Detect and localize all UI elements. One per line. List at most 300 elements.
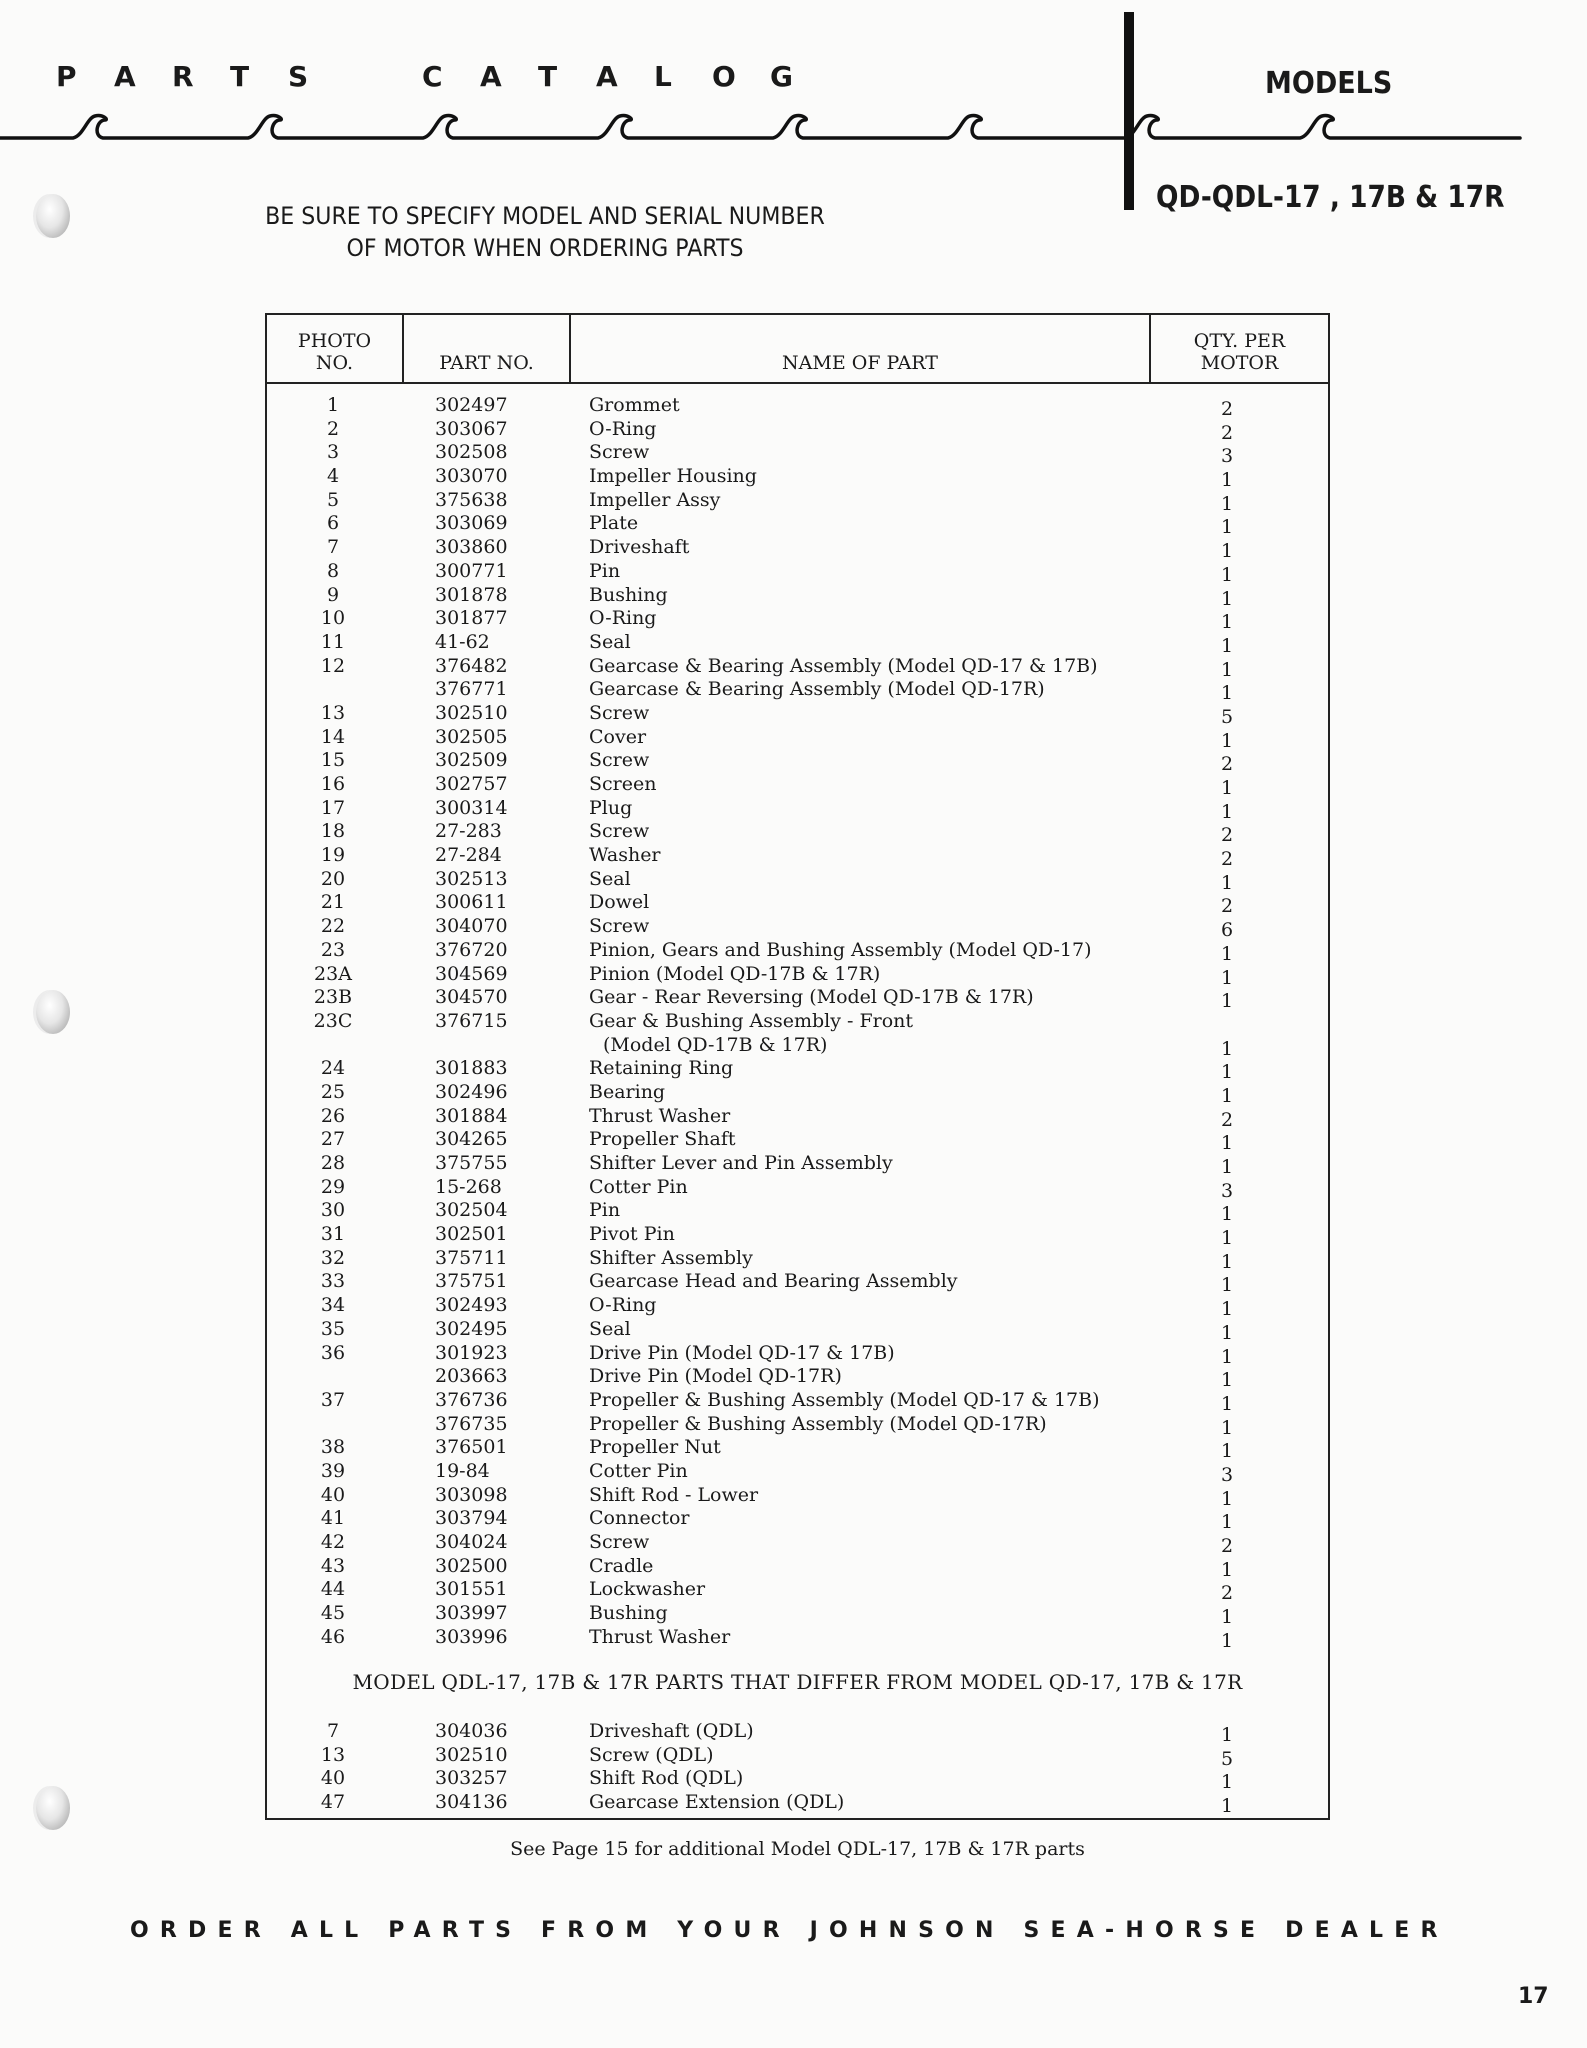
- part-no-cell: 301884: [435, 1104, 508, 1127]
- photo-no-cell: 7: [326, 536, 340, 559]
- photo-no-cell: 38: [320, 1436, 346, 1459]
- qty-cell: 3: [1220, 445, 1234, 468]
- table-row: [267, 1247, 1328, 1271]
- table-row: [267, 394, 1328, 418]
- table-row: [267, 1436, 1328, 1463]
- punch-hole-icon: [36, 990, 70, 1034]
- part-no-cell: 302508: [435, 441, 508, 464]
- part-no-cell: 376501: [435, 1436, 508, 1459]
- qty-cell: 1: [1220, 1321, 1234, 1344]
- photo-no-cell: 15: [320, 749, 346, 772]
- qty-cell: 1: [1220, 1203, 1234, 1226]
- part-name-cell: Lockwasher: [589, 1578, 706, 1601]
- part-no-cell: 302496: [435, 1080, 508, 1103]
- part-name-cell: Screw: [589, 820, 650, 843]
- qty-cell: 1: [1220, 800, 1234, 823]
- page-number: 17: [1518, 1984, 1549, 2009]
- qty-cell: 1: [1220, 1061, 1234, 1084]
- part-name-cell: Gearcase & Bearing Assembly (Model QD-17 & 17B): [589, 654, 1098, 677]
- part-name-cell: O-Ring: [589, 417, 657, 440]
- part-no-cell: 376736: [435, 1388, 508, 1411]
- photo-no-cell: 37: [320, 1388, 346, 1411]
- order-footer: ORDER ALL PARTS FROM YOUR JOHNSON SEA-HORSE DEALER: [130, 1918, 1449, 1943]
- punch-hole-icon: [36, 194, 70, 238]
- qty-cell: 1: [1220, 1369, 1234, 1392]
- qty-cell: 2: [1220, 421, 1234, 444]
- photo-no-cell: 16: [320, 773, 346, 795]
- title-letter: C: [422, 60, 443, 93]
- table-row: [267, 1176, 1328, 1200]
- part-name-cell: Plug: [589, 796, 633, 819]
- part-no-cell: 302509: [435, 749, 508, 772]
- part-no-cell: 303069: [435, 512, 508, 535]
- table-row: [267, 963, 1328, 987]
- part-no-cell: 302493: [435, 1294, 508, 1317]
- part-name-cell: Seal: [589, 1317, 631, 1340]
- part-no-cell: 304036: [435, 1720, 508, 1742]
- part-name-cell: Gearcase Head and Bearing Assembly: [589, 1270, 958, 1293]
- part-name-cell: (Model QD-17B & 17R): [603, 1033, 828, 1056]
- qty-cell: 1: [1220, 966, 1234, 989]
- qty-cell: 1: [1220, 1416, 1234, 1439]
- part-no-cell: 376735: [435, 1412, 508, 1435]
- part-no-cell: 300611: [435, 891, 508, 914]
- part-no-cell: 303860: [435, 536, 508, 559]
- photo-no-cell: 43: [320, 1554, 346, 1577]
- photo-no-cell: 29: [320, 1175, 346, 1198]
- table-row: [267, 489, 1328, 513]
- part-name-cell: Screw: [589, 749, 650, 772]
- table-row: [267, 678, 1328, 705]
- qty-cell: 1: [1220, 1440, 1234, 1463]
- part-name-cell: Gearcase Extension (QDL): [589, 1791, 845, 1814]
- part-name-cell: Thrust Washer: [589, 1625, 731, 1648]
- photo-no-cell: 5: [326, 488, 340, 511]
- part-no-cell: 303996: [435, 1625, 508, 1648]
- photo-no-cell: 22: [320, 915, 346, 938]
- part-name-cell: Drive Pin (Model QD-17 & 17B): [589, 1341, 895, 1364]
- part-no-cell: 302501: [435, 1223, 508, 1246]
- photo-no-cell: 13: [320, 701, 346, 724]
- photo-no-cell: 17: [320, 796, 346, 819]
- header-part-no-label: PART NO.: [439, 352, 534, 374]
- photo-no-cell: 20: [320, 867, 346, 890]
- table-row: [267, 1057, 1328, 1084]
- part-name-cell: Screw: [589, 441, 650, 464]
- table-row: [267, 1507, 1328, 1534]
- ordering-notice: [228, 200, 863, 264]
- title-letter: A: [596, 60, 618, 93]
- qty-cell: 1: [1220, 1250, 1234, 1273]
- part-no-cell: 376482: [435, 654, 508, 677]
- part-no-cell: 27-283: [435, 820, 502, 843]
- qty-cell: 1: [1220, 682, 1234, 705]
- header-qty-line1: QTY. PER: [1193, 330, 1286, 352]
- part-name-cell: Thrust Washer: [589, 1104, 731, 1127]
- photo-no-cell: 25: [320, 1080, 346, 1103]
- part-name-cell: Grommet: [589, 394, 680, 416]
- qty-cell: 1: [1220, 1227, 1234, 1250]
- part-name-cell: Gear & Bushing Assembly - Front: [589, 1009, 914, 1032]
- table-row: [267, 1081, 1328, 1105]
- title-letter: G: [770, 60, 793, 93]
- part-no-cell: 303070: [435, 465, 508, 488]
- part-no-cell: 302495: [435, 1317, 508, 1340]
- table-row: [267, 1531, 1328, 1555]
- photo-no-cell: 19: [320, 844, 346, 867]
- qty-cell: 5: [1220, 705, 1234, 728]
- see-page-note: See Page 15 for additional Model QDL-17, 17B & 17R parts: [510, 1838, 1085, 1860]
- part-name-cell: Driveshaft: [589, 536, 690, 559]
- photo-no-cell: 1: [326, 394, 340, 416]
- part-no-cell: 375755: [435, 1152, 508, 1174]
- photo-no-cell: 8: [326, 559, 340, 582]
- part-name-cell: Screw: [589, 701, 650, 724]
- qty-cell: 1: [1220, 1084, 1234, 1107]
- table-row: [267, 1791, 1328, 1818]
- part-name-cell: Drive Pin (Model QD-17R): [589, 1365, 842, 1388]
- wave-divider-icon: [0, 100, 1587, 150]
- part-name-cell: Screw (QDL): [589, 1743, 714, 1766]
- photo-no-cell: 4: [326, 465, 340, 488]
- part-no-cell: 304569: [435, 962, 508, 985]
- part-no-cell: 304570: [435, 986, 508, 1009]
- qty-cell: 2: [1220, 753, 1234, 776]
- photo-no-cell: 32: [320, 1246, 346, 1269]
- part-name-cell: Pin: [589, 559, 621, 582]
- part-no-cell: 19-84: [435, 1459, 490, 1482]
- qty-cell: 1: [1220, 1724, 1234, 1746]
- part-no-cell: 302757: [435, 773, 508, 795]
- table-row: [267, 726, 1328, 750]
- part-name-cell: Propeller & Bushing Assembly (Model QD-17R): [589, 1412, 1047, 1435]
- header-qty-per-motor: [1151, 315, 1328, 382]
- qty-cell: 1: [1220, 990, 1234, 1013]
- qty-cell: 5: [1220, 1747, 1234, 1770]
- part-name-cell: Pivot Pin: [589, 1223, 675, 1246]
- qty-cell: 1: [1220, 587, 1234, 610]
- qty-cell: 1: [1220, 1606, 1234, 1629]
- part-name-cell: Bearing: [589, 1080, 666, 1103]
- header-photo-no-line1: PHOTO: [297, 330, 372, 352]
- part-name-cell: Driveshaft (QDL): [589, 1720, 754, 1742]
- table-row: [267, 1626, 1328, 1650]
- table-row: [267, 560, 1328, 584]
- table-row: [267, 749, 1328, 776]
- photo-no-cell: 35: [320, 1317, 346, 1340]
- qty-cell: 3: [1220, 1463, 1234, 1486]
- table-row: [267, 1578, 1328, 1605]
- table-row: [267, 820, 1328, 847]
- part-name-cell: O-Ring: [589, 607, 657, 630]
- table-row: [267, 631, 1328, 655]
- header-part-no: [404, 315, 571, 382]
- part-no-cell: 301877: [435, 607, 508, 630]
- part-no-cell: 15-268: [435, 1175, 502, 1198]
- qty-cell: 1: [1220, 1345, 1234, 1368]
- part-name-cell: Propeller Shaft: [589, 1128, 736, 1151]
- table-row: [267, 1318, 1328, 1342]
- photo-no-cell: 45: [320, 1602, 346, 1625]
- header-vertical-bar: [1124, 12, 1134, 210]
- table-row: [267, 797, 1328, 821]
- part-name-cell: Cover: [589, 725, 647, 748]
- part-no-cell: 27-284: [435, 844, 502, 867]
- title-letter: O: [712, 60, 736, 93]
- photo-no-cell: 14: [320, 725, 346, 748]
- qty-cell: 1: [1220, 1558, 1234, 1581]
- part-no-cell: 302500: [435, 1554, 508, 1577]
- table-row: [267, 702, 1328, 726]
- qty-cell: 1: [1220, 611, 1234, 634]
- qty-cell: 1: [1220, 729, 1234, 752]
- photo-no-cell: 12: [320, 654, 346, 677]
- table-row: [267, 1105, 1328, 1129]
- table-row: [267, 655, 1328, 679]
- header-photo-no: [267, 315, 404, 382]
- part-no-cell: 304136: [435, 1791, 508, 1814]
- part-name-cell: Propeller & Bushing Assembly (Model QD-17 & 17B): [589, 1388, 1100, 1411]
- table-header: [267, 315, 1328, 384]
- table-row: [267, 939, 1328, 963]
- qty-cell: 1: [1220, 777, 1234, 799]
- table-row: [267, 1484, 1328, 1508]
- table-row: [267, 1744, 1328, 1768]
- photo-no-cell: 9: [326, 583, 340, 606]
- photo-no-cell: 31: [320, 1223, 346, 1246]
- table-row: [267, 986, 1328, 1013]
- part-name-cell: Dowel: [589, 891, 650, 914]
- qty-cell: 6: [1220, 919, 1234, 942]
- table-row: [267, 1294, 1328, 1321]
- qty-cell: 1: [1220, 1795, 1234, 1818]
- qty-cell: 1: [1220, 540, 1234, 563]
- header-qty-line2: MOTOR: [1200, 352, 1279, 374]
- part-no-cell: 303098: [435, 1483, 508, 1506]
- part-no-cell: 302510: [435, 701, 508, 724]
- qty-cell: 1: [1220, 516, 1234, 539]
- title-letter: A: [114, 60, 136, 93]
- part-name-cell: Gear - Rear Reversing (Model QD-17B & 17R): [589, 986, 1034, 1009]
- title-letter: R: [172, 60, 194, 93]
- table-row: [267, 607, 1328, 634]
- photo-no-cell: 3: [326, 441, 340, 464]
- title-letter: A: [480, 60, 502, 93]
- photo-no-cell: 23C: [313, 1009, 353, 1032]
- photo-no-cell: 2: [326, 417, 340, 440]
- title-letter: S: [288, 60, 309, 93]
- part-name-cell: Impeller Housing: [589, 465, 757, 488]
- photo-no-cell: 36: [320, 1341, 346, 1364]
- title-letter: T: [538, 60, 558, 93]
- photo-no-cell: 6: [326, 512, 340, 535]
- part-name-cell: Pinion (Model QD-17B & 17R): [589, 962, 881, 985]
- models-label: MODELS: [1265, 66, 1393, 101]
- part-name-cell: Screw: [589, 915, 650, 938]
- table-row: [267, 1413, 1328, 1437]
- table-row: [267, 1555, 1328, 1579]
- table-row: [267, 915, 1328, 942]
- qty-cell: 2: [1220, 1535, 1234, 1557]
- qty-cell: 2: [1220, 1582, 1234, 1605]
- photo-no-cell: 23A: [314, 962, 352, 985]
- photo-no-cell: 40: [320, 1767, 346, 1790]
- qty-cell: 2: [1220, 824, 1234, 847]
- qty-cell: 2: [1220, 398, 1234, 420]
- part-no-cell: 304265: [435, 1128, 508, 1151]
- table-row: [267, 1223, 1328, 1250]
- part-name-cell: Cotter Pin: [589, 1459, 688, 1482]
- part-no-cell: 375711: [435, 1246, 508, 1269]
- part-name-cell: Shift Rod (QDL): [589, 1767, 744, 1790]
- qty-cell: 1: [1220, 658, 1234, 681]
- part-name-cell: Shifter Assembly: [589, 1246, 753, 1269]
- part-no-cell: 376771: [435, 678, 508, 701]
- part-no-cell: 301551: [435, 1578, 508, 1601]
- catalog-title: [56, 60, 828, 93]
- notice-line-2: OF MOTOR WHEN ORDERING PARTS: [346, 234, 744, 262]
- punch-hole-icon: [36, 1786, 70, 1830]
- part-no-cell: 301878: [435, 583, 508, 606]
- photo-no-cell: 7: [326, 1720, 340, 1742]
- part-no-cell: 41-62: [435, 630, 490, 653]
- qty-cell: 1: [1220, 1156, 1234, 1178]
- part-name-cell: Pin: [589, 1199, 621, 1222]
- photo-no-cell: 33: [320, 1270, 346, 1293]
- table-row: [267, 465, 1328, 492]
- photo-no-cell: 46: [320, 1625, 346, 1648]
- part-name-cell: Connector: [589, 1507, 690, 1530]
- part-name-cell: Bushing: [589, 1602, 668, 1625]
- part-name-cell: O-Ring: [589, 1294, 657, 1317]
- table-row: [267, 891, 1328, 918]
- part-name-cell: Screw: [589, 1531, 650, 1553]
- table-row: [267, 536, 1328, 563]
- qty-cell: 1: [1220, 1771, 1234, 1794]
- header-name-of-part: [571, 315, 1151, 382]
- part-no-cell: 375751: [435, 1270, 508, 1293]
- qty-cell: 1: [1220, 871, 1234, 894]
- qty-cell: 1: [1220, 563, 1234, 586]
- photo-no-cell: 28: [320, 1152, 346, 1174]
- title-letter: [346, 60, 422, 93]
- part-name-cell: Screen: [589, 773, 657, 795]
- table-row: [267, 844, 1328, 871]
- photo-no-cell: 26: [320, 1104, 346, 1127]
- qdl-parts-rows: [267, 1720, 1328, 1818]
- table-row: [267, 1342, 1328, 1366]
- photo-no-cell: 27: [320, 1128, 346, 1151]
- part-no-cell: 376715: [435, 1009, 508, 1032]
- qty-cell: 1: [1220, 942, 1234, 965]
- part-no-cell: 375638: [435, 488, 508, 511]
- qty-cell: 1: [1220, 634, 1234, 657]
- qty-cell: 1: [1220, 1629, 1234, 1652]
- part-name-cell: Impeller Assy: [589, 488, 721, 511]
- table-row: [267, 773, 1328, 797]
- photo-no-cell: 10: [320, 607, 346, 630]
- header-name-label: NAME OF PART: [782, 352, 938, 374]
- photo-no-cell: 47: [320, 1791, 346, 1814]
- part-no-cell: 304070: [435, 915, 508, 938]
- qty-cell: 1: [1220, 1132, 1234, 1155]
- part-no-cell: 303257: [435, 1767, 508, 1790]
- qty-cell: 1: [1220, 1392, 1234, 1415]
- qty-cell: 1: [1220, 1037, 1234, 1060]
- header-photo-no-line2: NO.: [315, 352, 354, 374]
- photo-no-cell: 23: [320, 938, 346, 961]
- qty-cell: 2: [1220, 895, 1234, 918]
- table-row: [267, 1010, 1328, 1034]
- part-name-cell: Propeller Nut: [589, 1436, 721, 1459]
- qty-cell: 1: [1220, 469, 1234, 492]
- title-letter: L: [654, 60, 672, 93]
- photo-no-cell: 11: [320, 630, 346, 653]
- table-row: [267, 1152, 1328, 1176]
- part-name-cell: Gearcase & Bearing Assembly (Model QD-17R): [589, 678, 1045, 701]
- part-no-cell: 302513: [435, 867, 508, 890]
- table-row: [267, 868, 1328, 892]
- table-row: [267, 1128, 1328, 1155]
- table-row: [267, 1270, 1328, 1297]
- photo-no-cell: 30: [320, 1199, 346, 1222]
- part-no-cell: 302497: [435, 394, 508, 416]
- table-row: [267, 1602, 1328, 1629]
- part-no-cell: 304024: [435, 1531, 508, 1553]
- part-no-cell: 302505: [435, 725, 508, 748]
- qty-cell: 1: [1220, 1298, 1234, 1321]
- photo-no-cell: 23B: [313, 986, 353, 1009]
- part-no-cell: 300314: [435, 796, 508, 819]
- part-name-cell: Washer: [589, 844, 661, 867]
- table-row: [267, 1767, 1328, 1794]
- table-row: [267, 512, 1328, 539]
- table-row: [267, 441, 1328, 468]
- table-row: [267, 418, 1328, 442]
- table-row: [267, 1389, 1328, 1413]
- models-list: QD-QDL-17 , 17B & 17R: [1156, 180, 1505, 215]
- qty-cell: 1: [1220, 492, 1234, 515]
- part-no-cell: 303067: [435, 417, 508, 440]
- part-no-cell: 303794: [435, 1507, 508, 1530]
- part-no-cell: 203663: [435, 1365, 508, 1388]
- qdl-section-title: MODEL QDL-17, 17B & 17R PARTS THAT DIFFER FROM MODEL QD-17, 17B & 17R: [352, 1670, 1243, 1694]
- qty-cell: 1: [1220, 1274, 1234, 1297]
- qty-cell: 1: [1220, 1487, 1234, 1510]
- photo-no-cell: 21: [320, 891, 346, 914]
- qty-cell: 3: [1220, 1179, 1234, 1202]
- part-no-cell: 376720: [435, 938, 508, 961]
- part-name-cell: Shifter Lever and Pin Assembly: [589, 1152, 893, 1174]
- part-name-cell: Bushing: [589, 583, 668, 606]
- part-no-cell: 301923: [435, 1341, 508, 1364]
- part-no-cell: 303997: [435, 1602, 508, 1625]
- notice-line-1: BE SURE TO SPECIFY MODEL AND SERIAL NUMBER: [265, 202, 825, 230]
- part-no-cell: 302504: [435, 1199, 508, 1222]
- photo-no-cell: 34: [320, 1294, 346, 1317]
- photo-no-cell: 41: [320, 1507, 346, 1530]
- title-letter: T: [230, 60, 250, 93]
- part-name-cell: Retaining Ring: [589, 1057, 734, 1080]
- part-name-cell: Plate: [589, 512, 639, 535]
- photo-no-cell: 18: [320, 820, 346, 843]
- part-name-cell: Seal: [589, 867, 631, 890]
- qty-cell: 1: [1220, 1511, 1234, 1534]
- part-name-cell: Cotter Pin: [589, 1175, 688, 1198]
- table-row: [267, 584, 1328, 608]
- part-name-cell: Pinion, Gears and Bushing Assembly (Model QD-17): [589, 938, 1092, 961]
- part-no-cell: 302510: [435, 1743, 508, 1766]
